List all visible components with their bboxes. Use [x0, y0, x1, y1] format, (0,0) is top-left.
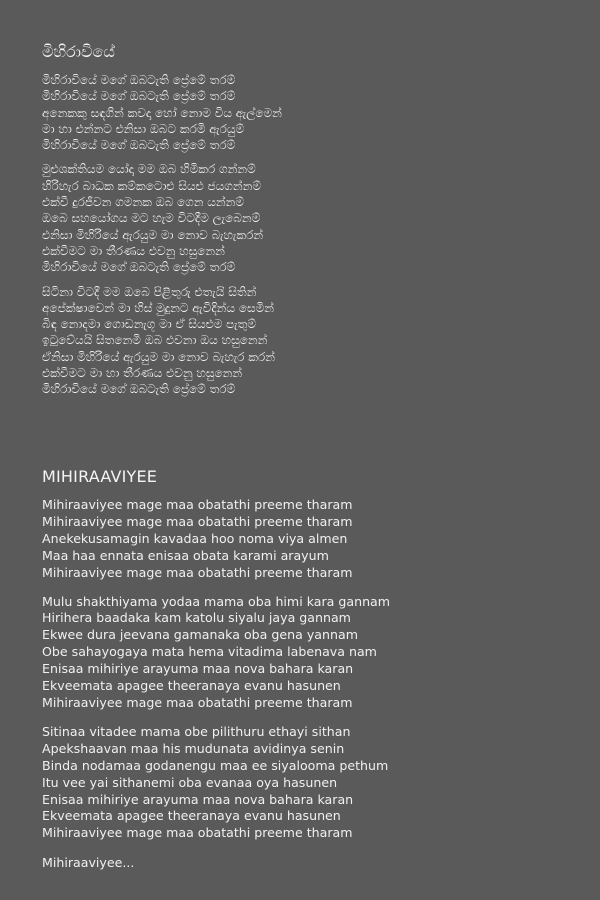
lyric-line: Ekveemata apagee theeranaya evanu hasunen	[42, 808, 341, 824]
lyric-line: අපේක්ෂාවෙන් මා හිස් මුදුනට ඇවිදින්ය සෙමින්	[42, 300, 275, 315]
english-stanza-2	[42, 594, 582, 712]
lyric-line: මිහිරාවියේ මගේ ඔබටැති ප්‍රේමේ තරම්	[42, 260, 236, 275]
english-stanza-1	[42, 497, 582, 582]
lyric-line: Itu vee yai sithanemi oba evanaa oya hasunen	[42, 774, 338, 790]
lyric-line: මිහිරාවියේ මගේ ඔබටැති ප්‍රේමේ තරම්	[42, 89, 236, 104]
lyric-line: Sitinaa vitadee mama obe pilithuru ethayi sithan	[42, 723, 351, 739]
english-stanza-3	[42, 724, 582, 842]
lyric-line: Mihiraaviyee mage maa obatathi preeme tharam	[42, 564, 353, 580]
lyric-line: අනෙකකු සඳගින් කවදා හෝ නොම විය ඇල්මෙන්	[42, 105, 282, 120]
sinhala-lyrics	[42, 42, 562, 406]
lyric-line: එනිසා මිහිරියේ ඇරයුම මා නොව බැහැකරන්	[42, 227, 264, 242]
lyric-line: Mihiraaviyee mage maa obatathi preeme tharam	[42, 513, 353, 529]
lyric-line: Anekekusamagin kavadaa hoo noma viya almen	[42, 530, 348, 546]
lyric-line: Mihiraaviyee mage maa obatathi preeme tharam	[42, 694, 353, 710]
sinhala-stanza-1	[42, 72, 562, 153]
lyric-line: Obe sahayogaya mata hema vitadima labenava nam	[42, 644, 377, 660]
lyric-line: Enisaa mihiriye arayuma maa nova bahara karan	[42, 661, 354, 677]
lyric-line: මිහිරාවියේ මගේ ඔබටැති ප්‍රේමේ තරම්	[42, 73, 236, 87]
sinhala-stanza-3	[42, 284, 562, 398]
sinhala-title: මිහිරාවියේ	[42, 42, 115, 61]
lyric-line: Apekshaavan maa his mudunata avidinya senin	[42, 740, 345, 756]
lyric-line: මා හා එන්නට එනිසා ඔබට කරමි ඇරයුම්	[42, 121, 245, 136]
english-lyrics	[42, 467, 582, 871]
lyric-line: මිහිරාවියේ මගේ ඔබටැති ප්‍රේමේ තරම්	[42, 382, 236, 397]
lyric-line: හිරිහැර බාධක කම්කටොළු සියළු ජයගන්නම්	[42, 178, 261, 193]
lyric-line: ඔබෙ සහයෝගය මට හැම විටදීම ලැබෙනම්	[42, 211, 261, 226]
lyric-line: Ekveemata apagee theeranaya evanu hasunen	[42, 678, 341, 694]
lyric-line: මුළුශක්තියම යෝදා මම ඔබ හිමිකර ගන්නම්	[42, 162, 256, 177]
lyric-line: බිඳ නොදමා ගොඩනැගූ මා ඒ සියළුම පැතුම්	[42, 317, 257, 332]
sinhala-stanza-2	[42, 161, 562, 275]
lyric-line: Maa haa ennata enisaa obata karami arayum	[42, 547, 329, 563]
lyric-line: එක්වී දුරජීවන ගමනක ඔබ ගෙන යන්නම්	[42, 195, 245, 210]
lyric-line: Mihiraaviyee mage maa obatathi preeme tharam	[42, 497, 353, 512]
lyric-line: Ekwee dura jeevana gamanaka oba gena yannam	[42, 627, 358, 643]
lyric-line: Binda nodamaa godanengu maa ee siyalooma pethum	[42, 757, 389, 773]
lyric-line: මිහිරාවියේ මගේ ඔබටැති ප්‍රේමේ තරම්	[42, 138, 236, 153]
lyric-line: සිටිනා විටදී මම ඔබෙ පිළිතුරු එතැයි සිතින්	[42, 284, 257, 299]
lyric-line: එක්වීමට මා තීරණය එවනු හසුනෙන්	[42, 243, 225, 258]
lyric-line: ඒනිසා මිහිරියේ ඇරයුම මා නොව බැහැර කරන්	[42, 349, 275, 364]
lyric-line: Enisaa mihiriye arayuma maa nova bahara karan	[42, 791, 354, 807]
lyric-line: ඉටුවේයයි සිතනෙමි ඔබ එවනා ඔය හසුනෙන්	[42, 333, 268, 348]
lyric-line: Mulu shakthiyama yodaa mama oba himi kara gannam	[42, 593, 391, 609]
lyric-line: Hirihera baadaka kam katolu siyalu jaya gannam	[42, 610, 351, 626]
lyric-line: එක්වීමට මා හා තීරණය එවනු හසුනෙන්	[42, 366, 243, 381]
english-title: MIHIRAAVIYEE	[42, 467, 158, 486]
lyric-line: Mihiraaviyee mage maa obatathi preeme tharam	[42, 825, 353, 841]
closing-line: Mihiraaviyee...	[42, 855, 135, 871]
